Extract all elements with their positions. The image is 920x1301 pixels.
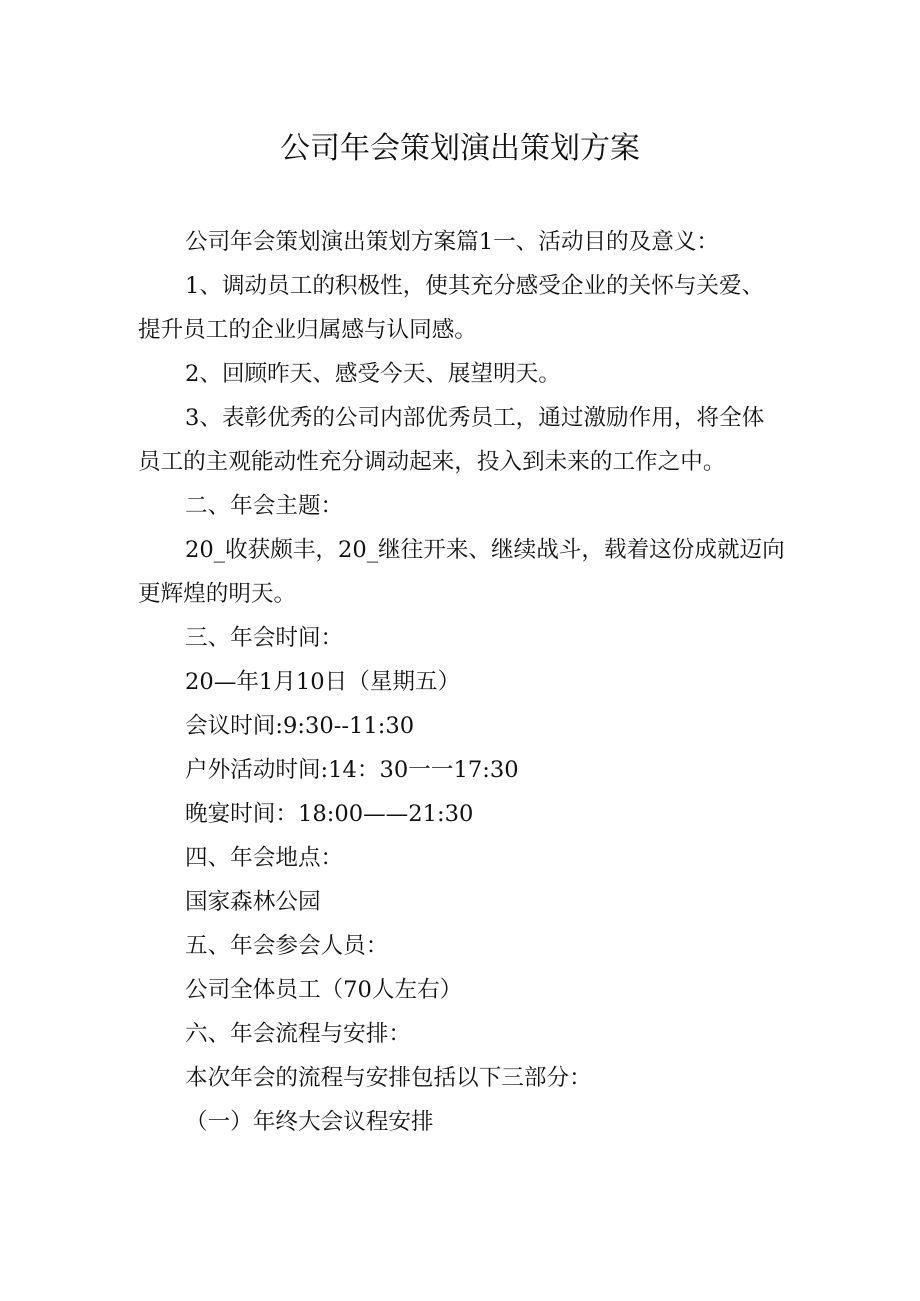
paragraph-date: 20—年1月10日（星期五）: [185, 669, 461, 695]
paragraph-purpose-3: 3、表彰优秀的公司内部优秀员工，通过激励作用，将全体员工的主观能动性充分调动起来，投入到未来的工作之中。: [138, 405, 765, 475]
paragraph-meeting-time: 会议时间:9:30--11:30: [185, 713, 415, 739]
paragraph-attendees: 公司全体员工（70人左右）: [185, 977, 463, 1003]
paragraph-purpose-2: 2、回顾昨天、感受今天、展望明天。: [185, 361, 561, 387]
heading-year-end-meeting: （一）年终大会议程安排: [185, 1109, 434, 1135]
heading-schedule: 六、年会流程与安排：: [185, 1021, 411, 1047]
paragraph-intro: 公司年会策划演出策划方案篇1一、活动目的及意义：: [185, 229, 720, 255]
paragraph-purpose-1: 1、调动员工的积极性，使其充分感受企业的关怀与关爱、提升员工的企业归属感与认同感。: [138, 273, 765, 343]
paragraph-theme: 20_收获颇丰，20_继往开来、继续战斗，载着这份成就迈向更辉煌的明天。: [138, 537, 785, 607]
heading-time: 三、年会时间：: [185, 625, 344, 651]
paragraph-schedule-intro: 本次年会的流程与安排包括以下三部分：: [185, 1065, 592, 1091]
paragraph-dinner-time: 晚宴时间：18:00——21:30: [185, 801, 474, 827]
document-title: 公司年会策划演出策划方案: [280, 131, 640, 166]
heading-attendees: 五、年会参会人员：: [185, 933, 389, 959]
heading-location: 四、年会地点：: [185, 845, 344, 871]
document-body: [138, 220, 786, 1144]
paragraph-outdoor-time: 户外活动时间:14：30一一17:30: [185, 757, 519, 783]
heading-theme: 二、年会主题：: [185, 493, 344, 519]
paragraph-location: 国家森林公园: [185, 889, 321, 915]
